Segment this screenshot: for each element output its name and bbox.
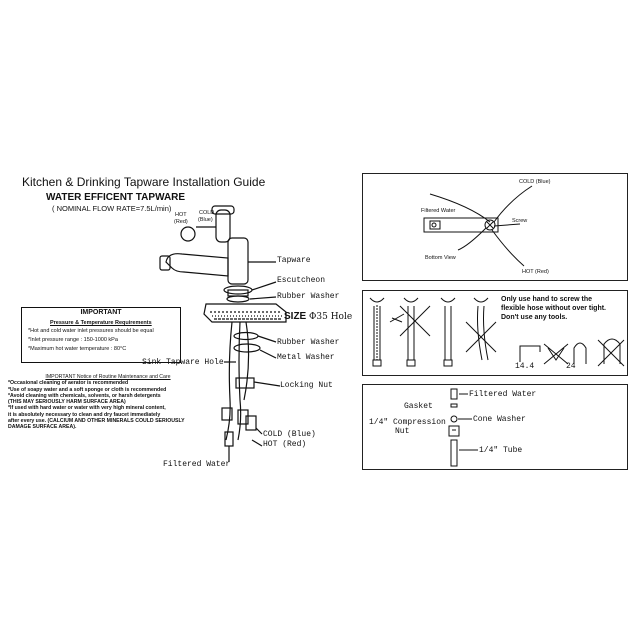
filtered-water-label: Filtered Water xyxy=(163,460,231,469)
flow-rate-note: ( NOMINAL FLOW RATE=7.5L/min) xyxy=(52,204,172,213)
guide-title: Kitchen & Drinking Tapware Installation Guide xyxy=(22,175,266,189)
bottom-view-cold-label: COLD (Blue) xyxy=(519,179,551,185)
bend-dim-b: 24 xyxy=(566,362,576,371)
hot-color-label: (Red) xyxy=(174,219,188,225)
hose-note-line1: Only use hand to screw the xyxy=(501,296,593,303)
escutcheon-label: Escutcheon xyxy=(277,276,326,285)
hose-note-line2: flexible hose without over tight. xyxy=(501,305,607,312)
size-hole: Φ35 Hole xyxy=(309,312,353,322)
compression-nut-shape xyxy=(449,426,459,436)
sink-hole-label: Sink Tapware Hole xyxy=(142,358,224,367)
guide-subtitle: WATER EFFICENT TAPWARE xyxy=(46,192,186,203)
compression-nut-label-2: Nut xyxy=(395,427,410,436)
gasket-shape xyxy=(451,404,457,407)
maintenance-line: DAMAGE SURFACE AREA). xyxy=(8,424,77,431)
tube-shape xyxy=(451,440,457,466)
important-line: *Inlet pressure range : 150-1000 kPa xyxy=(28,337,118,343)
bottom-view-caption: Bottom View xyxy=(425,255,456,261)
rubber-washer-bottom-label: Rubber Washer xyxy=(277,338,340,347)
bottom-view-screw-label: Screw xyxy=(512,218,528,224)
hot-bottom-label: HOT (Red) xyxy=(263,440,307,449)
maintenance-heading: IMPORTANT Notice of Routine Maintenance and Care xyxy=(45,374,171,380)
gasket-label: Gasket xyxy=(404,402,433,411)
locking-nut-label: Locking Nut xyxy=(280,381,333,390)
bottom-view-hot-label: HOT (Red) xyxy=(522,269,549,275)
bottom-view-filtered-label: Filtered Water xyxy=(421,208,456,214)
metal-washer-label: Metal Washer xyxy=(277,353,335,362)
important-line: *Hot and cold water inlet pressures should be equal xyxy=(28,328,154,334)
tube-label: 1/4" Tube xyxy=(479,446,523,455)
important-line: *Maximum hot water temperature : 80°C xyxy=(28,346,127,352)
cone-washer-shape xyxy=(451,416,457,422)
compression-nut-label-1: 1/4" Compression xyxy=(369,418,446,427)
tapware-label: Tapware xyxy=(277,256,311,265)
maintenance-line: *Use of soapy water and a soft sponge or cloth is recommended xyxy=(8,386,167,393)
maintenance-line: (THIS MAY SERIOUSLY HARM SURFACE AREA) xyxy=(8,399,126,406)
maintenance-line: *Avoid cleaning with chemicals, solvents, or harsh detergents xyxy=(8,392,161,399)
maintenance-line: it is absolutely necessary to clean and dry faucet immediately xyxy=(8,411,161,418)
filtered-water-pipe xyxy=(451,389,457,399)
cold-label: COLD xyxy=(199,210,215,216)
cold-color-label: (Blue) xyxy=(198,217,213,223)
size-word: SIZE xyxy=(284,311,307,322)
hose-note-line3: Don't use any tools. xyxy=(501,314,568,321)
bend-dim-a: 14.4 xyxy=(515,362,535,371)
fitting-filtered-water-label: Filtered Water xyxy=(469,390,537,399)
hot-label: HOT xyxy=(175,212,187,218)
maintenance-line: *If used with hard water or water with very high mineral content, xyxy=(8,405,166,412)
rubber-washer-top-label: Rubber Washer xyxy=(277,292,340,301)
important-title: IMPORTANT xyxy=(80,309,122,316)
maintenance-line: *Occasional cleaning of aerator is recommended xyxy=(8,380,129,387)
cone-washer-label: Cone Washer xyxy=(473,415,526,424)
important-subtitle: Pressure & Temperature Requirements xyxy=(50,320,152,326)
cold-bottom-label: COLD (Blue) xyxy=(263,430,316,439)
maintenance-line: after every use. (CALCIUM AND OTHER MINERALS COULD SERIOUSLY xyxy=(8,418,185,425)
